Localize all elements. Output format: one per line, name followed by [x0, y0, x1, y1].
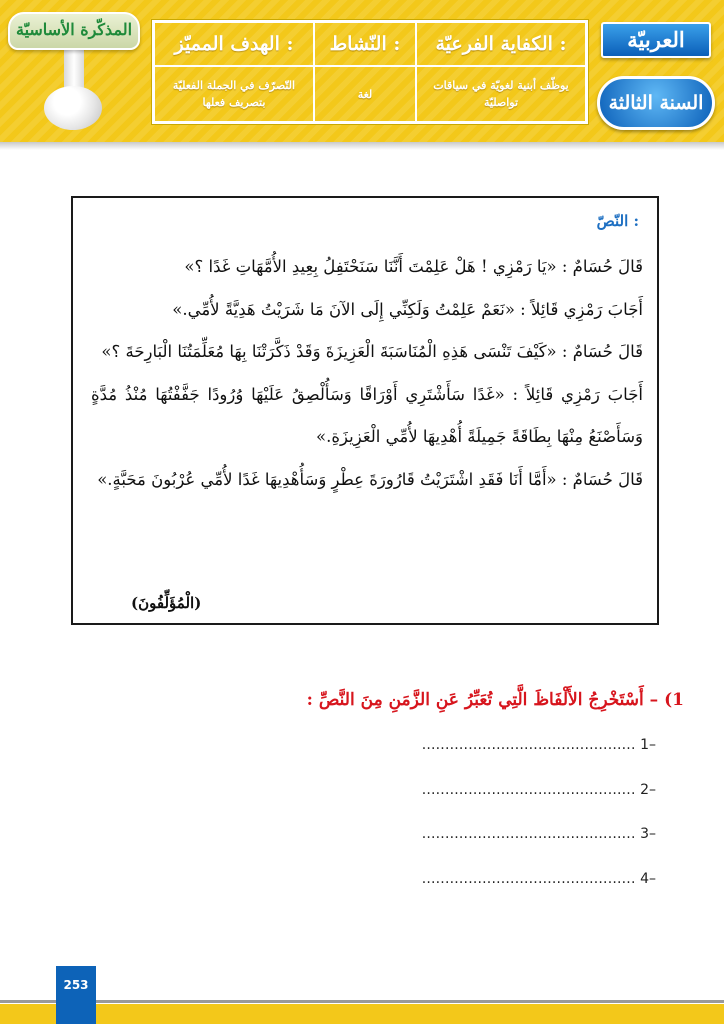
answer-dots: .............................................. — [421, 826, 636, 842]
passage-title: النّصّ : — [596, 212, 639, 230]
passage-line: قَالَ حُسَامٌ : «يَا رَمْزِي ! هَلْ عَلِمْتَ أَنَّنَا سَنَحْتَفِلُ بِعِيدِ الأُمَّهَاتِ غَدًا ؟» — [184, 257, 643, 276]
logo-ball — [44, 86, 102, 130]
logo — [8, 6, 140, 140]
passage-line: قَالَ حُسَامٌ : «كَيْفَ تَنْسَى هَذِهِ الْمُنَاسَبَةَ الْعَزِيزَةَ وَقَدْ ذَكَّرَتْنَا بِهَا مُعَلِّمَتُنَا الْبَارِحَةَ ؟» — [101, 342, 643, 361]
activity-text: لغة — [314, 66, 416, 122]
competency-title: الكفاية الفرعيّة : — [416, 22, 586, 66]
answer-label: –1 — [640, 737, 656, 753]
logo-title: المذكّرة الأساسيّة — [8, 12, 140, 50]
level-badge: السنة الثالثة — [597, 76, 715, 130]
exercise-question: 1) – أَسْتَخْرِجُ الأَلْفَاظَ الَّتِي تُعَبِّرُ عَنِ الزَّمَنِ مِنَ النَّصِّ : — [306, 690, 684, 710]
answer-line-4[interactable] — [422, 871, 656, 887]
competency-text: يوظّف أبنية لغويّة في سياقات تواصليّة — [416, 66, 586, 122]
passage-box — [71, 196, 659, 625]
goal-text: التّصرّف في الجملة الفعليّة بتصريف فعلها — [154, 66, 314, 122]
answer-line-3[interactable] — [422, 826, 656, 842]
passage-line: أَجَابَ رَمْزِي قَائِلاً : «نَعَمْ عَلِمْتُ وَلَكِنِّي إِلَى الآنَ مَا شَرَيْتُ هَدِيَّةً لأُمِّي.» — [172, 299, 643, 319]
answer-label: –4 — [640, 871, 656, 887]
footer-band — [0, 1004, 724, 1024]
answer-line-2[interactable] — [422, 782, 656, 798]
page-header — [0, 0, 724, 142]
answer-dots: .............................................. — [421, 737, 636, 753]
passage-author: (الْمُؤَلِّفُونَ) — [131, 594, 202, 612]
answer-label: –2 — [640, 782, 656, 798]
answer-label: –3 — [640, 826, 656, 842]
activity-title: النّشاط : — [314, 22, 416, 66]
answer-line-1[interactable] — [422, 737, 656, 753]
passage-text — [91, 246, 643, 501]
answer-dots: .............................................. — [421, 782, 636, 798]
subject-badge: العربيّة — [601, 22, 711, 58]
passage-line: أَجَابَ رَمْزِي قَائِلاً : «غَدًا سَأَشْتَرِي أَوْرَاقًا وَسَأُلْصِقُ عَلَيْهَا وُرُودًا جَفَّفْتُهَا مُنْذُ مُدَّةٍ وَسَأَصْنَعُ مِنْهَا بِطَاقَةً جَمِيلَةً أُهْدِيهَا لأُمِّي الْعَزِيزَةِ.» — [91, 384, 643, 446]
header-shadow — [0, 142, 724, 150]
footer-divider — [0, 1000, 724, 1003]
answer-dots: .............................................. — [421, 871, 636, 887]
lesson-info-table — [152, 20, 588, 124]
goal-title: الهدف المميّز : — [154, 22, 314, 66]
page-number: 253 — [56, 966, 96, 1024]
passage-line: قَالَ حُسَامٌ : «أَمَّا أَنَا فَقَدِ اشْتَرَيْتُ قَارُورَةَ عِطْرٍ وَسَأُهْدِيهَا غَدًا لأُمِّي عُرْبُونَ مَحَبَّةٍ.» — [97, 469, 643, 489]
